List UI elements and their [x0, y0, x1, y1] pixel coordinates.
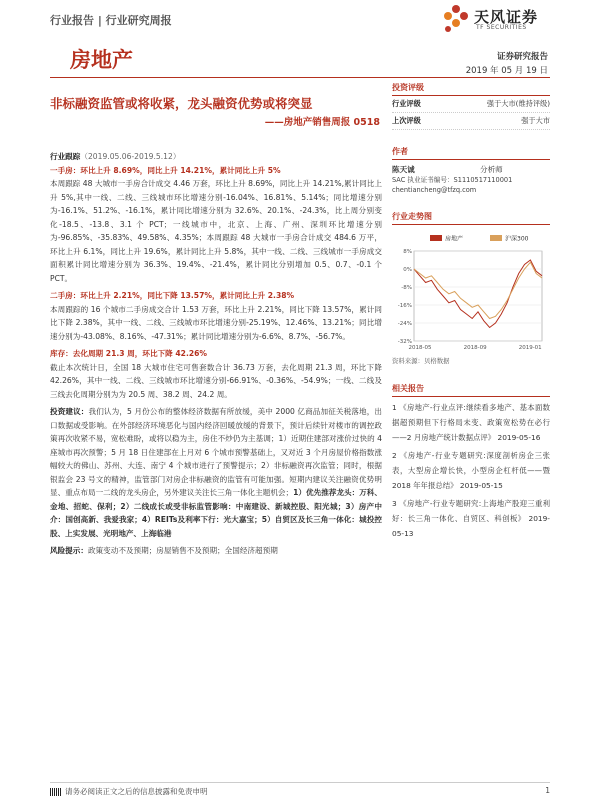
chart-x-tick-label: 2018-09	[463, 345, 487, 351]
new-home-title: 一手房：环比上升 8.69%，同比上升 14.21%，累计同比上升 5%	[50, 165, 281, 175]
chart-source: 资料来源：贝格数据	[392, 357, 450, 365]
tracking-heading	[50, 150, 382, 164]
chart-plot-frame	[414, 251, 542, 341]
risk-label: 风险提示：	[50, 546, 88, 555]
sidebar	[392, 78, 550, 541]
report-type: 证券研究报告	[496, 52, 548, 62]
chart-y-tick-label: -24%	[397, 321, 412, 327]
author-heading: 作者	[392, 144, 550, 160]
rating-value: 强于大市(维持评级)	[486, 99, 550, 108]
invest-pick-1: 1）优先推荐龙头：万科、金地、招蛇、保利；	[50, 488, 382, 511]
chart-legend-swatch	[430, 235, 442, 241]
footer-disclaimer	[50, 786, 208, 797]
rating-row	[392, 96, 550, 113]
related-item[interactable]	[392, 448, 550, 493]
author-email[interactable]: chentiancheng@tfzq.com	[392, 186, 477, 194]
invest-label: 投资建议：	[50, 407, 89, 416]
chart-y-tick-label: 8%	[403, 249, 412, 255]
related-item[interactable]	[392, 400, 550, 445]
invest-pick-4: 4）REITs及利率下行：光大嘉宝；	[141, 515, 262, 524]
invest-pick-3: 3）房产中介：国创高新、我爱我家；	[50, 501, 382, 524]
second-home-body: 本周跟踪的 16 个城市二手房成交合计 1.53 万套，环比上升 2.21%，同比下降 13.57%，累计同比下降 2.38%，其中一线、二线、三线城市环比增速分别-25.19%、12.46%、13.21%；同比增速分别为-43.08%、8.16%、-47.31%；累计同比增速分别为-6.6%、8.7%、-56.7%。	[50, 304, 382, 341]
chart-x-tick-label: 2019-01	[518, 345, 542, 351]
risk-warning	[50, 544, 382, 558]
tracking-label: 行业跟踪	[50, 152, 81, 161]
related-date: 2019-05-16	[497, 433, 541, 442]
chart-series-line	[414, 260, 542, 328]
disclaimer-text: 请务必阅读正文之后的信息披露和免责申明	[65, 787, 208, 796]
rating-row	[392, 113, 550, 130]
investment-advice	[50, 405, 382, 540]
related-date: 2019-05-15	[459, 481, 503, 490]
report-category: 行业报告 | 行业研究周报	[50, 14, 172, 27]
related-text: 1 《房地产-行业点评:继续看多地产、基本面数据超预期但下行格局未变、政策宽松势在必行——2 月房地产统计数据点评》	[392, 403, 550, 442]
rating-key: 行业评级	[392, 99, 421, 108]
inventory-body: 截止本次统计日，全国 18 大城市住宅可售套数合计 36.73 万套，去化周期 21.3 周，环比下降 42.26%，其中一线、二线、三线城市环比增速分别-66.91%、-0.36%、-54.9%；一线、二线及三线去化周期分别为为 20.5 周、38.2 周、24.2 周。	[50, 362, 382, 399]
chart-y-tick-label: -8%	[401, 285, 412, 291]
chart-y-tick-label: -16%	[397, 303, 412, 309]
invest-body: 我们认为，5 月份公布的整体经济数据有所放缓，美中 2000 亿商品加征关税落地，出口数据或受影响。在外部经济环境恶化与国内经济回暖放缓的背景下，预计后续针对楼市的调控政策再次收紧不易，宽松难盼，或将以稳为主，房住不炒仍为主基调；1）近期住建部对涨价过快的 4 座城市再次预警；5 月 18 日住建部在上月对 6 个城市预警基础上，又对近 3 个月房屋价格指数涨幅较大的佛山、苏州、大连、南宁 4 个城市进行了预警提示；2）非标融资再次监管；同时，根据银监会 23 号文的精神，监管部门对房企非标融资的监管有可能加强。短期内建议关注融资优势明显、重点布局一二线的龙头房企，另外建议关注长三角一体化主题机会；	[50, 407, 382, 497]
author-block	[392, 160, 550, 195]
chart-heading: 行业走势图	[392, 209, 550, 225]
barcode-icon	[50, 788, 61, 796]
chart-legend-label: 房地产	[445, 235, 464, 243]
logo-text: 天风证券	[474, 8, 539, 26]
author-name: 陈天诚	[392, 165, 415, 174]
related-item[interactable]	[392, 496, 550, 541]
report-headline: 非标融资监管或将收紧，龙头融资优势或将突显	[50, 96, 313, 111]
brand-logo	[440, 4, 560, 34]
chart-y-tick-label: -32%	[397, 339, 412, 345]
related-list	[392, 400, 550, 541]
chart-x-tick-label: 2018-05	[408, 345, 432, 351]
related-date: 2019-05-13	[392, 514, 550, 538]
trend-chart	[392, 229, 550, 354]
chart-legend-label: 沪深300	[505, 235, 529, 243]
chart-legend-swatch	[490, 235, 502, 241]
report-date: 2019 年 05 月 19 日	[465, 66, 548, 76]
page-number: 1	[545, 786, 550, 795]
invest-pick-5: 5）自贸区及长三角一体化：城投控股、上实发展、光明地产、上海临港	[50, 515, 382, 538]
related-text: 3 《房地产-行业专题研究:上海地产股迎三重利好：长三角一体化、自贸区、科创板》	[392, 499, 550, 523]
second-home-title: 二手房：环比上升 2.21%，同比下降 13.57%，累计同比上升 2.38%	[50, 291, 295, 300]
chart-series-line	[414, 262, 542, 318]
rating-value: 强于大市	[521, 116, 550, 125]
author-cert: SAC 执业证书编号：S1110517110001	[392, 176, 513, 184]
sector-title: 房地产	[70, 48, 133, 72]
invest-pick-2: 2）二线成长或受非标监管影响：中南建设、新城控股、阳光城；	[120, 501, 346, 511]
related-text: 2 《房地产-行业专题研究:深度剖析房企三张表，大型房企增长快，小型房企杠杆低——暨 2018 年年报总结》	[392, 451, 550, 490]
rating-key: 上次评级	[392, 116, 421, 125]
report-subtitle: ——房地产销售周报 0518	[264, 117, 380, 128]
logo-mark-icon	[440, 4, 472, 34]
tracking-period: （2019.05.06-2019.5.12）	[80, 152, 181, 161]
footer-divider	[50, 782, 550, 783]
trend-chart-svg	[392, 229, 550, 354]
logo-text-en: TF SECURITIES	[476, 24, 527, 31]
related-heading: 相关报告	[392, 381, 550, 397]
main-content	[50, 150, 382, 562]
rating-heading: 投资评级	[392, 80, 550, 96]
new-home-body: 本周跟踪 48 大城市一手房合计成交 4.46 万套，环比上升 8.69%，同比上升 14.21%,累计同比上升 5%,其中一线、二线、三线城市环比增速分别-16.04%、16.81%、5.14%；同比增速分别为-16.1%、51.2%、-16.1%，累计同比增速分别为 32.6%、20.1%、-24.3%，比上周分别变化-18.5、-13.8、3.1 个 PCT；一线城市中，北京、上海、广州、深圳环比增速分别为-96.85%、-35.83%、49.58%、4.35%；本周跟踪 48 大城市一手房合计成交 484.6 万平，环比上升 6.1%，同比上升 19.6%，累计同比上升 5.8%，其中一线、二线、三线城市一手房成交面积累计同比增速分别为 36.3%、19.4%、-21.4%，累计同比分别增加 0.5、0.7、-0.1 个 PCT。	[50, 179, 382, 283]
inventory-title: 库存：去化周期 21.3 周，环比下降 42.26%	[50, 349, 208, 358]
author-role: 分析师	[480, 165, 503, 174]
chart-y-tick-label: 0%	[403, 267, 412, 273]
risk-body: 政策变动不及预期；房屋销售不及预期；全国经济超预期	[87, 546, 278, 555]
